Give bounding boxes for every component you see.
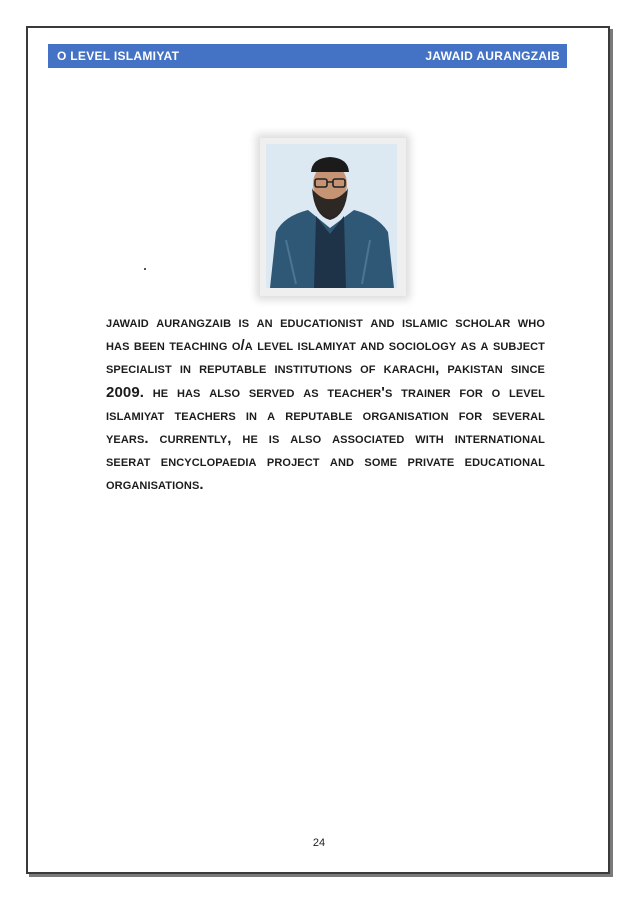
portrait-illustration: [266, 144, 397, 288]
author-photo: [266, 144, 397, 288]
header-left-title: O LEVEL ISLAMIYAT: [57, 49, 180, 63]
header-bar: [48, 44, 567, 68]
stray-dot: [144, 268, 146, 270]
author-photo-frame: [260, 138, 406, 296]
header-right-title: JAWAID AURANGZAIB: [425, 49, 560, 63]
author-biography: jawaid aurangzaib is an educationist and islamic scholar who has been teaching o/a level islamiyat and sociology as a subject specialist in reputable institutions of karachi, pakistan since 2009. he has also served as teacher's trainer for o level islamiyat teachers in a reputable organisation for several years. currently, he is also associated with international seerat encyclopaedia project and some private educational organisations.: [106, 314, 545, 494]
page-number: 24: [312, 837, 326, 849]
